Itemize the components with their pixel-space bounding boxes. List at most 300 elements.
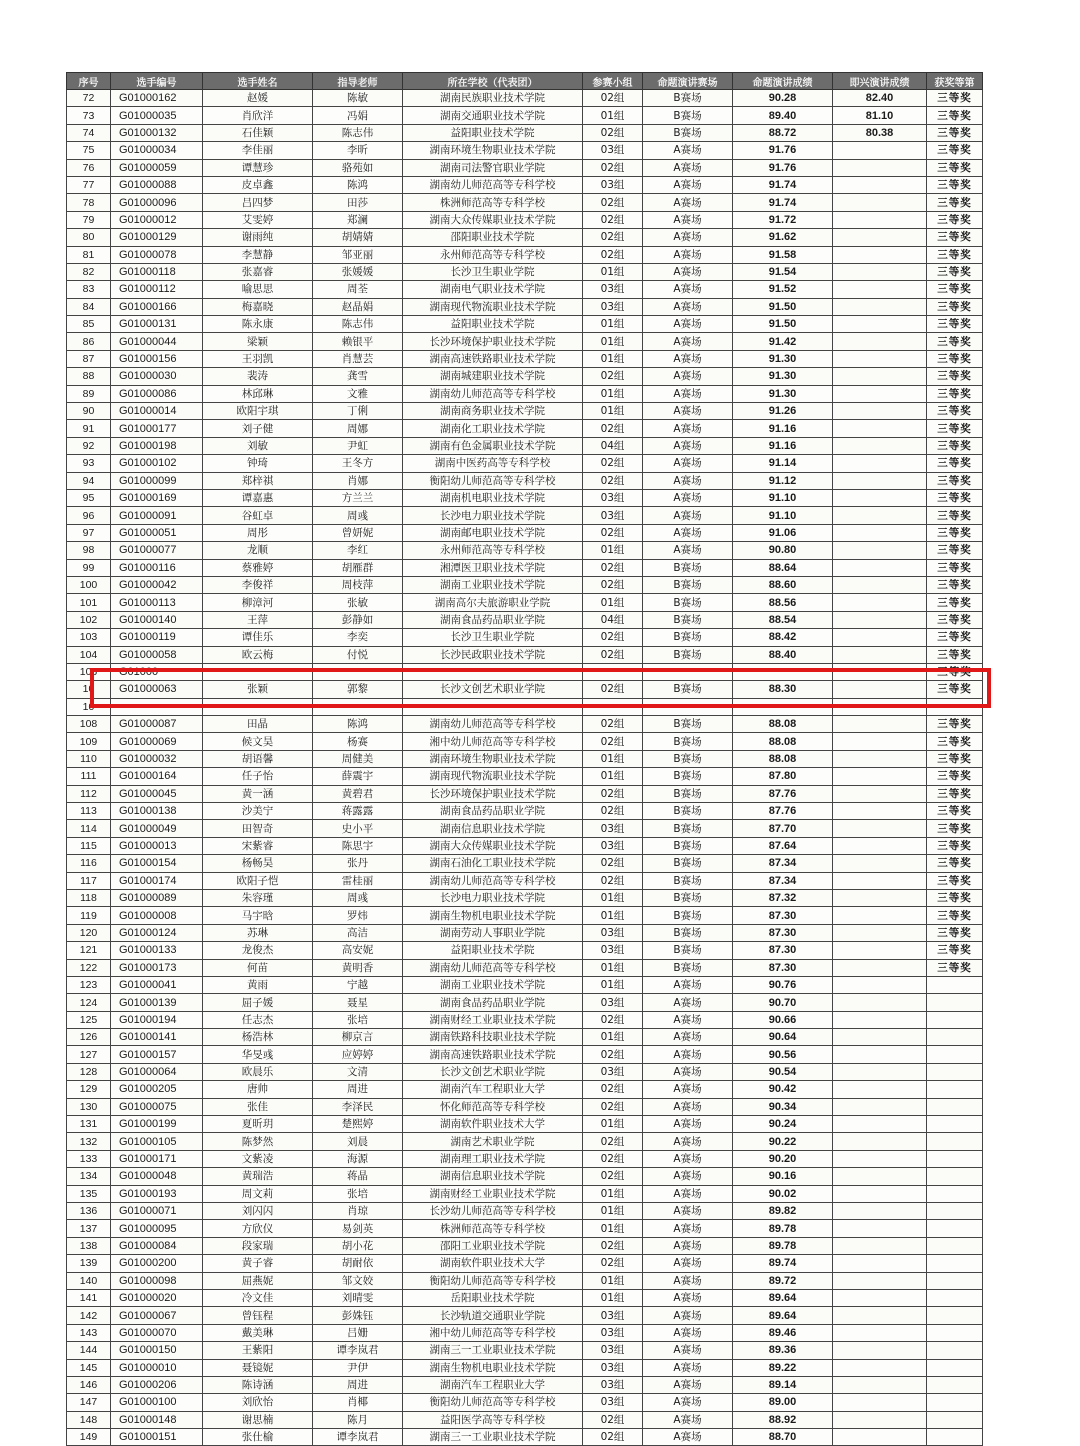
cell-award: 三等奖: [927, 924, 983, 941]
header-group: 参赛小组: [583, 73, 643, 90]
table-row: [67, 820, 983, 837]
table-row: [67, 437, 983, 454]
cell-impromptu-score: [833, 1133, 927, 1150]
cell-group: 03组: [583, 1376, 643, 1393]
cell-prepared-score: 87.30: [733, 959, 833, 976]
cell-contestant-id: G01000105: [111, 1133, 203, 1150]
cell-school: 长沙轨道交通职业学院: [403, 1307, 583, 1324]
cell-prepared-score: 91.16: [733, 420, 833, 437]
cell-index: 140: [67, 1272, 111, 1289]
cell-school: 湖南工业职业技术学院: [403, 976, 583, 993]
cell-group: 03组: [583, 281, 643, 298]
cell-contestant-name: 喻思思: [203, 281, 313, 298]
cell-advisor: 周彧: [313, 889, 403, 906]
cell-index: 95: [67, 489, 111, 506]
cell-contestant-name: 唐帅: [203, 1081, 313, 1098]
cell-award: 三等奖: [927, 472, 983, 489]
cell-contestant-name: 李佳丽: [203, 142, 313, 159]
cell-advisor: 蒋露露: [313, 803, 403, 820]
cell-prepared-score: 90.64: [733, 1029, 833, 1046]
cell-impromptu-score: [833, 1098, 927, 1115]
cell-contestant-name: 候文昊: [203, 733, 313, 750]
cell-school: 湖南软件职业技术大学: [403, 1116, 583, 1133]
cell-contestant-name: 杨畅昊: [203, 855, 313, 872]
cell-contestant-id: G01000045: [111, 785, 203, 802]
cell-impromptu-score: [833, 698, 927, 715]
cell-impromptu-score: [833, 629, 927, 646]
cell-contestant-name: 陈永康: [203, 316, 313, 333]
cell-prepared-score: 88.08: [733, 733, 833, 750]
cell-index: 138: [67, 1237, 111, 1254]
cell-advisor: 刘晨: [313, 1133, 403, 1150]
cell-contestant-id: G01000098: [111, 1272, 203, 1289]
cell-prepared-score: 89.72: [733, 1272, 833, 1289]
cell-award: [927, 1359, 983, 1376]
cell-contestant-name: 刘敏: [203, 437, 313, 454]
cell-impromptu-score: [833, 1324, 927, 1341]
cell-school: 湖南邮电职业技术学院: [403, 524, 583, 541]
cell-contestant-id: G01000113: [111, 594, 203, 611]
table-row: [67, 489, 983, 506]
table-row: [67, 733, 983, 750]
table-row: [67, 872, 983, 889]
cell-contestant-name: 梅嘉晓: [203, 298, 313, 315]
cell-award: 三等奖: [927, 350, 983, 367]
cell-prepared-score: 88.08: [733, 716, 833, 733]
table-row: [67, 333, 983, 350]
cell-contestant-name: 任子怡: [203, 768, 313, 785]
cell-advisor: 吕姗: [313, 1324, 403, 1341]
cell-award: 三等奖: [927, 420, 983, 437]
cell-contestant-name: 石佳颖: [203, 124, 313, 141]
cell-contestant-id: G01000141: [111, 1029, 203, 1046]
cell-advisor: 谭李岚君: [313, 1429, 403, 1446]
cell-contestant-id: G01000193: [111, 1185, 203, 1202]
table-row: [67, 455, 983, 472]
cell-contestant-id: G01000: [111, 663, 203, 680]
cell-contestant-id: G01000087: [111, 716, 203, 733]
cell-school: 湖南幼儿师范高等专科学校: [403, 959, 583, 976]
cell-award: 三等奖: [927, 872, 983, 889]
cell-prepared-score: 90.28: [733, 90, 833, 107]
cell-contestant-name: 裴涛: [203, 368, 313, 385]
cell-contestant-name: 杨浩林: [203, 1029, 313, 1046]
cell-prepared-score: 89.22: [733, 1359, 833, 1376]
cell-contestant-name: 何苗: [203, 959, 313, 976]
cell-contestant-name: 张嘉睿: [203, 263, 313, 280]
cell-prepared-score: 91.76: [733, 159, 833, 176]
cell-prepared-score: 91.74: [733, 194, 833, 211]
cell-group: 02组: [583, 211, 643, 228]
cell-award: 三等奖: [927, 263, 983, 280]
cell-contestant-name: 谢雨纯: [203, 229, 313, 246]
cell-group: 01组: [583, 263, 643, 280]
cell-award: 三等奖: [927, 820, 983, 837]
cell-advisor: 周荃: [313, 281, 403, 298]
cell-contestant-name: 周文莉: [203, 1185, 313, 1202]
cell-contestant-id: G01000139: [111, 994, 203, 1011]
cell-advisor: 方兰兰: [313, 489, 403, 506]
cell-index: 110: [67, 750, 111, 767]
cell-award: [927, 1081, 983, 1098]
cell-group: 02组: [583, 90, 643, 107]
cell-venue: A赛场: [643, 1168, 733, 1185]
cell-group: 01组: [583, 350, 643, 367]
table-row: [67, 1011, 983, 1028]
cell-venue: A赛场: [643, 455, 733, 472]
cell-group: 02组: [583, 1133, 643, 1150]
table-row: [67, 663, 983, 680]
cell-index: 148: [67, 1411, 111, 1428]
table-row: [67, 1394, 983, 1411]
header-award: 获奖等第: [927, 73, 983, 90]
cell-index: 130: [67, 1098, 111, 1115]
cell-contestant-id: G01000014: [111, 403, 203, 420]
cell-index: 93: [67, 455, 111, 472]
cell-contestant-name: 张颖: [203, 681, 313, 698]
cell-contestant-name: 谭佳乐: [203, 629, 313, 646]
cell-impromptu-score: [833, 1307, 927, 1324]
cell-impromptu-score: [833, 924, 927, 941]
cell-prepared-score: 90.20: [733, 1150, 833, 1167]
table-row: [67, 611, 983, 628]
cell-group: 04组: [583, 437, 643, 454]
cell-contestant-id: G01000129: [111, 229, 203, 246]
cell-group: 02组: [583, 1237, 643, 1254]
cell-venue: A赛场: [643, 1011, 733, 1028]
cell-contestant-name: 华旻彧: [203, 1046, 313, 1063]
cell-school: 长沙文创艺术职业学院: [403, 681, 583, 698]
cell-advisor: 陈月: [313, 1411, 403, 1428]
table-row: [67, 420, 983, 437]
cell-venue: A赛场: [643, 1237, 733, 1254]
cell-venue: A赛场: [643, 524, 733, 541]
cell-advisor: 聂星: [313, 994, 403, 1011]
cell-advisor: 李泽民: [313, 1098, 403, 1115]
cell-impromptu-score: [833, 507, 927, 524]
cell-venue: A赛场: [643, 333, 733, 350]
cell-advisor: 邹文姣: [313, 1272, 403, 1289]
cell-venue: A赛场: [643, 1150, 733, 1167]
cell-award: 三等奖: [927, 576, 983, 593]
cell-contestant-name: 朱容瑾: [203, 889, 313, 906]
cell-contestant-name: 谢思楠: [203, 1411, 313, 1428]
cell-impromptu-score: [833, 663, 927, 680]
cell-impromptu-score: [833, 942, 927, 959]
cell-impromptu-score: [833, 1429, 927, 1446]
table-row: [67, 1376, 983, 1393]
cell-award: 三等奖: [927, 942, 983, 959]
cell-advisor: 谭李岚君: [313, 1342, 403, 1359]
cell-prepared-score: 91.74: [733, 176, 833, 193]
cell-award: 三等奖: [927, 437, 983, 454]
table-row: [67, 942, 983, 959]
cell-group: 02组: [583, 1168, 643, 1185]
cell-group: 01组: [583, 768, 643, 785]
cell-award: 三等奖: [927, 333, 983, 350]
cell-impromptu-score: [833, 1011, 927, 1028]
cell-venue: A赛场: [643, 194, 733, 211]
cell-contestant-name: 王羽凯: [203, 350, 313, 367]
cell-venue: A赛场: [643, 542, 733, 559]
cell-contestant-name: 周彤: [203, 524, 313, 541]
cell-award: 三等奖: [927, 559, 983, 576]
cell-advisor: 陈志伟: [313, 316, 403, 333]
cell-index: 81: [67, 246, 111, 263]
cell-prepared-score: 89.46: [733, 1324, 833, 1341]
cell-index: 115: [67, 837, 111, 854]
cell-index: 10: [67, 681, 111, 698]
cell-prepared-score: 87.64: [733, 837, 833, 854]
cell-award: 三等奖: [927, 716, 983, 733]
cell-group: 01组: [583, 542, 643, 559]
cell-school: 湖南现代物流职业技术学院: [403, 298, 583, 315]
cell-group: 03组: [583, 924, 643, 941]
cell-contestant-id: G01000084: [111, 1237, 203, 1254]
cell-venue: A赛场: [643, 316, 733, 333]
cell-advisor: 刘晴雯: [313, 1289, 403, 1306]
cell-index: 109: [67, 733, 111, 750]
cell-award: 三等奖: [927, 855, 983, 872]
cell-index: 102: [67, 611, 111, 628]
cell-venue: A赛场: [643, 1324, 733, 1341]
cell-impromptu-score: [833, 1203, 927, 1220]
cell-school: 湖南高速铁路职业技术学院: [403, 350, 583, 367]
cell-contestant-name: 艾雯婷: [203, 211, 313, 228]
cell-index: 78: [67, 194, 111, 211]
cell-advisor: 史小平: [313, 820, 403, 837]
cell-advisor: 蒋晶: [313, 1168, 403, 1185]
cell-impromptu-score: [833, 455, 927, 472]
cell-award: [927, 994, 983, 1011]
table-row: [67, 472, 983, 489]
cell-impromptu-score: [833, 1081, 927, 1098]
cell-school: 湖南民族职业技术学院: [403, 90, 583, 107]
cell-group: 02组: [583, 803, 643, 820]
cell-group: 03组: [583, 942, 643, 959]
table-row: [67, 542, 983, 559]
cell-school: 湖南电气职业技术学院: [403, 281, 583, 298]
cell-award: [927, 1168, 983, 1185]
cell-advisor: 尹伊: [313, 1359, 403, 1376]
cell-award: 三等奖: [927, 403, 983, 420]
cell-advisor: 郭黎: [313, 681, 403, 698]
cell-school: 长沙幼儿师范高等专科学校: [403, 1203, 583, 1220]
cell-index: 79: [67, 211, 111, 228]
cell-prepared-score: 90.54: [733, 1063, 833, 1080]
cell-group: 01组: [583, 959, 643, 976]
cell-venue: A赛场: [643, 1220, 733, 1237]
cell-school: 湖南三一工业职业技术学院: [403, 1429, 583, 1446]
cell-group: 02组: [583, 785, 643, 802]
cell-advisor: [313, 698, 403, 715]
cell-advisor: 杨赛: [313, 733, 403, 750]
cell-contestant-name: 谭慧珍: [203, 159, 313, 176]
cell-contestant-id: G01000133: [111, 942, 203, 959]
cell-award: 三等奖: [927, 211, 983, 228]
cell-award: 三等奖: [927, 768, 983, 785]
cell-venue: B赛场: [643, 559, 733, 576]
cell-impromptu-score: [833, 489, 927, 506]
cell-school: 永州师范高等专科学校: [403, 542, 583, 559]
table-row: [67, 124, 983, 141]
cell-award: [927, 1429, 983, 1446]
cell-impromptu-score: [833, 1116, 927, 1133]
cell-prepared-score: 90.42: [733, 1081, 833, 1098]
cell-contestant-id: G01000078: [111, 246, 203, 263]
cell-prepared-score: 88.64: [733, 559, 833, 576]
table-row: [67, 576, 983, 593]
cell-group: 03组: [583, 837, 643, 854]
cell-school: 湖南城建职业技术学院: [403, 368, 583, 385]
cell-index: 142: [67, 1307, 111, 1324]
cell-school: 长沙电力职业技术学院: [403, 507, 583, 524]
cell-contestant-name: 欧阳宇琪: [203, 403, 313, 420]
cell-impromptu-score: 80.38: [833, 124, 927, 141]
cell-school: 衡阳幼儿师范高等专科学校: [403, 1272, 583, 1289]
cell-school: 湖南艺术职业学院: [403, 1133, 583, 1150]
cell-advisor: 楚熙婷: [313, 1116, 403, 1133]
cell-award: 三等奖: [927, 246, 983, 263]
cell-school: 湖南机电职业技术学院: [403, 489, 583, 506]
cell-school: 株洲师范高等专科学校: [403, 1220, 583, 1237]
cell-award: 三等奖: [927, 785, 983, 802]
cell-impromptu-score: [833, 646, 927, 663]
cell-award: [927, 1133, 983, 1150]
cell-index: 134: [67, 1168, 111, 1185]
cell-contestant-id: G01000088: [111, 176, 203, 193]
cell-contestant-id: G01000059: [111, 159, 203, 176]
cell-school: 湖南生物机电职业技术学院: [403, 907, 583, 924]
table-row: [67, 159, 983, 176]
cell-venue: B赛场: [643, 959, 733, 976]
cell-group: 03组: [583, 298, 643, 315]
cell-impromptu-score: [833, 1185, 927, 1202]
cell-award: [927, 1098, 983, 1115]
table-row: [67, 1289, 983, 1306]
cell-prepared-score: 88.54: [733, 611, 833, 628]
cell-award: 三等奖: [927, 663, 983, 680]
cell-contestant-name: 田晶: [203, 716, 313, 733]
cell-prepared-score: 89.36: [733, 1342, 833, 1359]
cell-index: 111: [67, 768, 111, 785]
cell-contestant-name: 刘子健: [203, 420, 313, 437]
cell-impromptu-score: [833, 281, 927, 298]
cell-impromptu-score: [833, 472, 927, 489]
table-row: [67, 385, 983, 402]
cell-impromptu-score: [833, 1394, 927, 1411]
cell-advisor: 丁俐: [313, 403, 403, 420]
cell-contestant-name: 赵媛: [203, 90, 313, 107]
cell-prepared-score: 87.30: [733, 924, 833, 941]
cell-advisor: 陈鸿: [313, 716, 403, 733]
cell-impromptu-score: [833, 1376, 927, 1393]
cell-contestant-name: 屈子媛: [203, 994, 313, 1011]
table-row: [67, 1272, 983, 1289]
cell-contestant-id: G01000199: [111, 1116, 203, 1133]
header-contestant-id: 选手编号: [111, 73, 203, 90]
cell-award: 三等奖: [927, 750, 983, 767]
cell-prepared-score: 90.66: [733, 1011, 833, 1028]
cell-venue: B赛场: [643, 942, 733, 959]
table-row: [67, 211, 983, 228]
cell-index: 91: [67, 420, 111, 437]
cell-contestant-name: 屈燕妮: [203, 1272, 313, 1289]
cell-contestant-id: G01000086: [111, 385, 203, 402]
cell-prepared-score: 87.70: [733, 820, 833, 837]
cell-prepared-score: 91.10: [733, 489, 833, 506]
cell-school: 邵阳工业职业技术学院: [403, 1237, 583, 1254]
cell-group: 01组: [583, 594, 643, 611]
cell-group: 02组: [583, 1011, 643, 1028]
cell-index: 145: [67, 1359, 111, 1376]
cell-venue: A赛场: [643, 229, 733, 246]
table-row: [67, 994, 983, 1011]
cell-prepared-score: 90.76: [733, 976, 833, 993]
cell-impromptu-score: [833, 368, 927, 385]
cell-venue: A赛场: [643, 350, 733, 367]
table-row: [67, 1411, 983, 1428]
cell-impromptu-score: [833, 803, 927, 820]
cell-venue: A赛场: [643, 176, 733, 193]
cell-contestant-name: 冷文佳: [203, 1289, 313, 1306]
cell-advisor: 王冬方: [313, 455, 403, 472]
cell-group: [583, 698, 643, 715]
cell-index: 127: [67, 1046, 111, 1063]
cell-impromptu-score: [833, 1046, 927, 1063]
cell-prepared-score: 88.40: [733, 646, 833, 663]
cell-venue: A赛场: [643, 1289, 733, 1306]
cell-prepared-score: 89.78: [733, 1220, 833, 1237]
cell-group: 03组: [583, 489, 643, 506]
cell-impromptu-score: [833, 594, 927, 611]
cell-index: 116: [67, 855, 111, 872]
table-row: [67, 629, 983, 646]
cell-group: 02组: [583, 872, 643, 889]
cell-contestant-name: 谷虹卓: [203, 507, 313, 524]
cell-school: 长沙卫生职业学院: [403, 629, 583, 646]
cell-index: 121: [67, 942, 111, 959]
cell-school: 湘中幼儿师范高等专科学校: [403, 1324, 583, 1341]
cell-group: 02组: [583, 716, 643, 733]
cell-contestant-name: 戴美琳: [203, 1324, 313, 1341]
table-row: [67, 176, 983, 193]
cell-index: 86: [67, 333, 111, 350]
table-row: [67, 837, 983, 854]
cell-impromptu-score: [833, 716, 927, 733]
table-row: [67, 646, 983, 663]
cell-venue: A赛场: [643, 1429, 733, 1446]
cell-impromptu-score: [833, 785, 927, 802]
cell-contestant-id: G01000064: [111, 1063, 203, 1080]
cell-contestant-id: [111, 698, 203, 715]
cell-school: 湖南财经工业职业技术学院: [403, 1011, 583, 1028]
cell-group: 02组: [583, 681, 643, 698]
table-row: [67, 594, 983, 611]
cell-contestant-name: 沙美宁: [203, 803, 313, 820]
cell-index: 120: [67, 924, 111, 941]
cell-advisor: 张媛媛: [313, 263, 403, 280]
cell-contestant-name: 黄雨: [203, 976, 313, 993]
cell-group: 02组: [583, 733, 643, 750]
cell-contestant-id: G01000166: [111, 298, 203, 315]
cell-index: 88: [67, 368, 111, 385]
cell-contestant-id: G01000030: [111, 368, 203, 385]
cell-prepared-score: 87.80: [733, 768, 833, 785]
cell-index: 84: [67, 298, 111, 315]
cell-group: 02组: [583, 524, 643, 541]
cell-contestant-name: 刘欣怡: [203, 1394, 313, 1411]
